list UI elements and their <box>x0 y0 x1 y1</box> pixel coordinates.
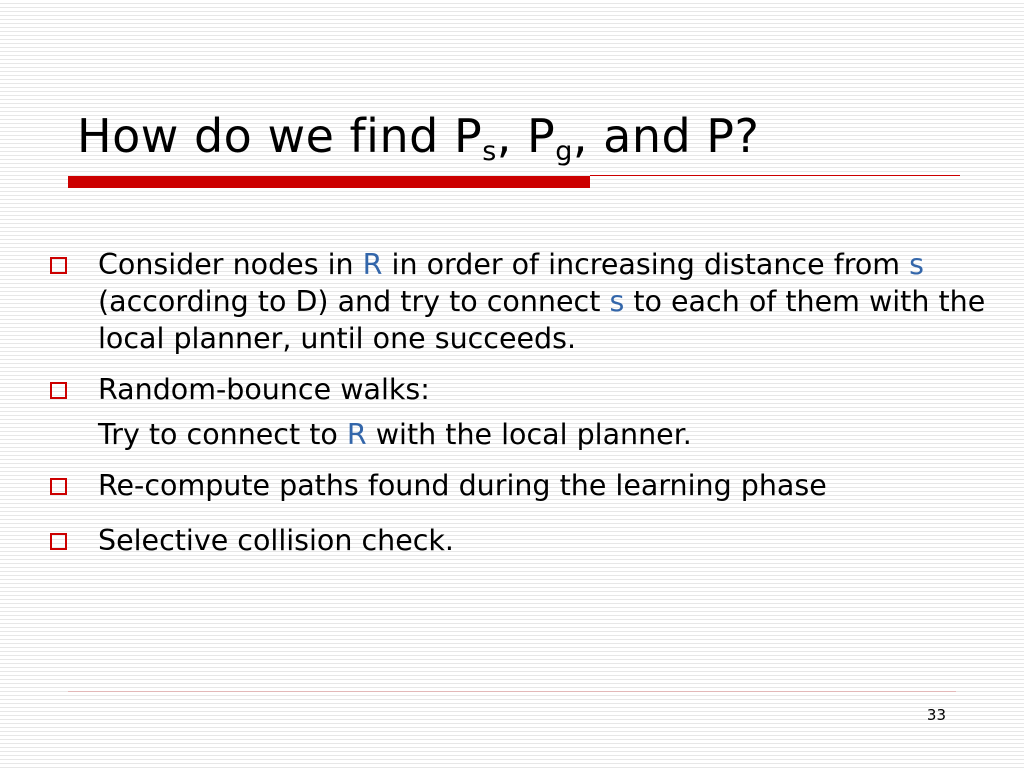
bullet-text: (according to D) and try to connect <box>98 285 610 318</box>
title-subscript-s: s <box>482 136 497 167</box>
bullet-text: in order of increasing distance from <box>382 248 910 281</box>
bullet-text: Re-compute paths found during the learning phase <box>98 469 827 502</box>
bullet-square-icon <box>50 257 67 274</box>
bullet-square-icon <box>50 478 67 495</box>
bullet-text: Selective collision check. <box>98 524 454 557</box>
bullet-item <box>50 522 990 559</box>
title-underline-bar <box>68 176 590 188</box>
bullet-text: to each of them with the local planner, until one succeeds. <box>98 285 986 355</box>
bullet-text: Try to connect to <box>98 418 347 451</box>
highlight-r: R <box>346 418 367 451</box>
title-text-mid: , P <box>496 109 556 163</box>
bullet-list <box>50 246 990 559</box>
title-subscript-g: g <box>555 136 573 167</box>
highlight-s: s <box>609 285 625 318</box>
title-text-prefix: How do we find P <box>77 109 483 163</box>
bullet-text: Random-bounce walks: <box>98 373 430 406</box>
page-number: 33 <box>926 706 946 724</box>
bullet-square-icon <box>50 382 67 399</box>
title-underline-rule <box>590 175 960 176</box>
bullet-item <box>50 246 990 357</box>
bullet-text: Consider nodes in <box>98 248 363 281</box>
bullet-item <box>50 371 990 453</box>
slide-title <box>77 106 759 166</box>
highlight-s: s <box>909 248 924 281</box>
bullet-sub-line <box>98 416 990 453</box>
footer-rule <box>68 691 956 692</box>
bullet-square-icon <box>50 533 67 550</box>
title-text-suffix: , and P? <box>572 109 760 163</box>
bullet-item <box>50 467 990 504</box>
bullet-text: with the local planner. <box>366 418 692 451</box>
highlight-r: R <box>362 248 383 281</box>
